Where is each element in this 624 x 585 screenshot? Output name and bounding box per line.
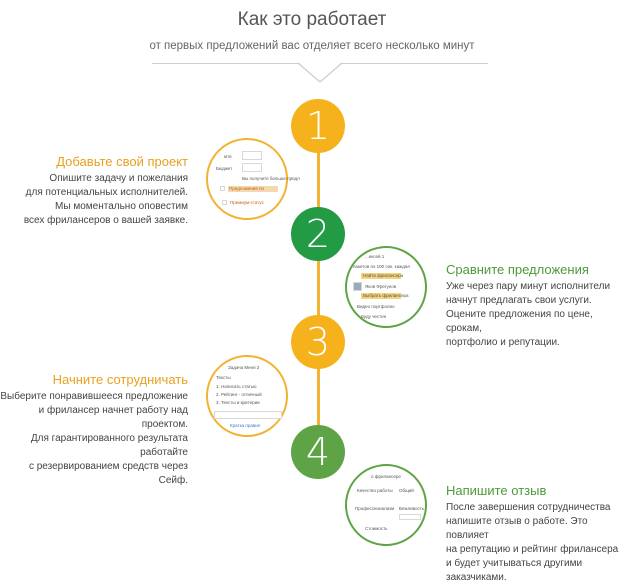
thumb-checkbox bbox=[222, 200, 227, 205]
step-2-description bbox=[446, 280, 624, 350]
step-2-line: Оцените предложения по цене, срокам, bbox=[446, 309, 593, 334]
thumb-input bbox=[242, 163, 262, 172]
step-3-title: Начните сотрудничать bbox=[52, 372, 188, 387]
step-4-line: После завершения сотрудничества bbox=[446, 502, 611, 513]
divider-left bbox=[152, 63, 300, 64]
page-title: Как это работает bbox=[237, 9, 387, 30]
timeline-line bbox=[317, 126, 320, 452]
step-1-circle: 1 bbox=[291, 99, 345, 153]
thumb-text: Буду честен bbox=[361, 314, 387, 319]
step-1-line: для потенциальных исполнителей. bbox=[25, 187, 188, 198]
step-3-description bbox=[0, 390, 188, 488]
thumb-text: Кратка правил bbox=[230, 423, 261, 428]
thumb-text: Премиум-статус bbox=[230, 200, 264, 205]
step-2-line: Уже через пару минут исполнители bbox=[446, 281, 611, 292]
step-1-title: Добавьте свой проект bbox=[56, 154, 188, 169]
step-4-screenshot bbox=[345, 464, 427, 546]
thumb-text: Стоимость bbox=[365, 526, 388, 531]
thumb-text: Общий bbox=[399, 488, 414, 493]
thumb-input bbox=[399, 514, 421, 520]
thumb-text: Тексты bbox=[216, 375, 231, 380]
step-3-line: и фрилансер начнет работу над проектом. bbox=[38, 405, 188, 430]
thumb-text: пакетов по 100 сек. каждая bbox=[353, 264, 410, 269]
step-4-line: напишите отзыв о работе. Это повлияет bbox=[446, 516, 588, 541]
step-4-circle: 4 bbox=[291, 425, 345, 479]
step-3-line: Выберите понравившееся предложение bbox=[0, 391, 188, 402]
step-1-line: всех фрилансеров о вашей заявке. bbox=[23, 215, 188, 226]
thumb-checkbox bbox=[220, 186, 225, 191]
thumb-text: Видео портфолио bbox=[357, 304, 395, 309]
thumb-text: мте bbox=[224, 154, 232, 159]
thumb-text: Бюджет bbox=[216, 166, 233, 171]
thumb-text: Вы получите больше предл bbox=[242, 176, 300, 181]
step-2-title: Сравните предложения bbox=[446, 262, 589, 277]
thumb-text: 2. Рейтинг - отличный bbox=[216, 392, 262, 397]
thumb-input bbox=[242, 151, 262, 160]
divider-notch bbox=[298, 62, 342, 84]
thumb-text: Яков Фрегунов bbox=[365, 284, 397, 289]
thumb-text: Задача Меня 2 bbox=[228, 365, 260, 370]
step-4-title: Напишите отзыв bbox=[446, 483, 547, 498]
page-subtitle: от первых предложений вас отделяет всего несколько минут bbox=[149, 40, 475, 52]
step-3-circle: 3 bbox=[291, 315, 345, 369]
thumb-text: Качество работы bbox=[357, 488, 393, 493]
step-2-line: начнут предлагать свои услуги. bbox=[446, 295, 592, 306]
thumb-text: Вежливость bbox=[399, 506, 425, 511]
thumb-avatar bbox=[353, 282, 362, 291]
thumb-text: 3. Тексты и критерии bbox=[216, 400, 260, 405]
divider-right bbox=[340, 63, 488, 64]
thumb-text: Предложения по bbox=[229, 186, 265, 191]
step-3-screenshot bbox=[206, 355, 288, 437]
step-4-line: и будет учитываться другими заказчиками. bbox=[446, 558, 583, 583]
thumb-text: Профессионализм bbox=[355, 506, 395, 511]
step-2-circle: 2 bbox=[291, 207, 345, 261]
step-4-description bbox=[446, 501, 624, 585]
step-1-line: Опишите задачу и пожелания bbox=[49, 173, 188, 184]
thumb-input bbox=[214, 411, 282, 419]
step-1-description bbox=[24, 172, 188, 228]
step-3-line: с резервированием средств через Сейф. bbox=[28, 461, 188, 486]
thumb-text: ...ексей 1 bbox=[365, 254, 385, 259]
step-4-line: на репутацию и рейтинг фрилансера bbox=[446, 544, 619, 555]
thumb-text: 1. Написать статью bbox=[216, 384, 257, 389]
step-1-screenshot bbox=[206, 138, 300, 220]
step-2-line: портфолио и репутации. bbox=[446, 337, 560, 348]
thumb-text: Найти фрилансера bbox=[363, 273, 404, 278]
thumb-text: о фрилансере bbox=[371, 474, 401, 479]
thumb-text: Выбрать фрилансера bbox=[363, 293, 409, 298]
step-1-line: Мы моментально оповестим bbox=[55, 201, 188, 212]
step-3-line: Для гарантированного результата работайте bbox=[30, 433, 188, 458]
step-2-screenshot bbox=[345, 246, 427, 328]
